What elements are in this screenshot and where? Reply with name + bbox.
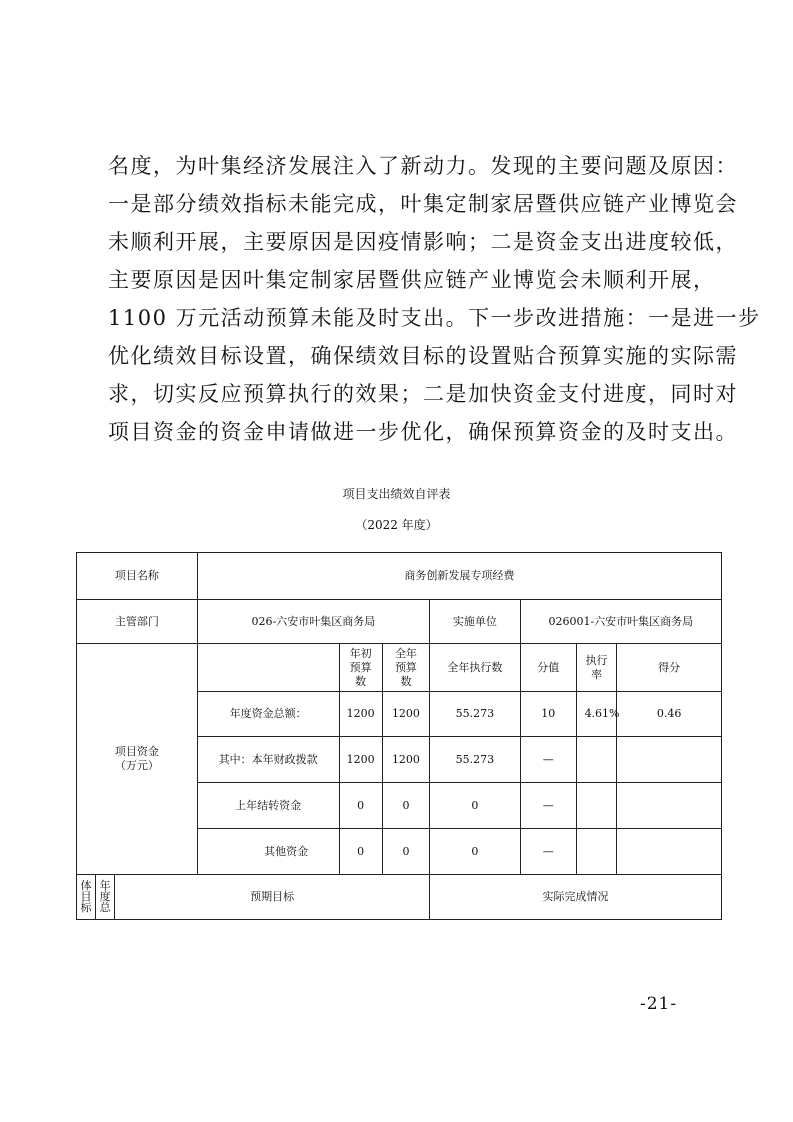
table-row bbox=[77, 600, 722, 644]
dept-value: 026-六安市叶集区商务局 bbox=[197, 600, 429, 644]
header-annual-exec: 全年执行数 bbox=[430, 644, 521, 692]
actual-completion-header: 实际完成情况 bbox=[430, 875, 722, 920]
performance-table bbox=[76, 552, 722, 920]
table-row bbox=[77, 553, 722, 600]
table-row: 其中：本年财政拨款 1200 1200 55.273 — bbox=[77, 737, 722, 783]
project-name-value: 商务创新发展专项经费 bbox=[197, 553, 721, 600]
dept-label: 主管部门 bbox=[77, 600, 198, 644]
paragraph-line: 未顺利开展，主要原因是因疫情影响；二是资金支出进度较低， bbox=[108, 230, 738, 254]
table-year: （2022 年度） bbox=[355, 518, 438, 532]
table-row: 年度资金总额： 1200 1200 55.273 10 4.61% 0.46 bbox=[77, 692, 722, 737]
table-row bbox=[77, 875, 722, 920]
goal-label-col2: 年度总 bbox=[96, 875, 115, 920]
paragraph-line: 项目资金的资金申请做进一步优化，确保预算资金的及时支出。 bbox=[108, 420, 738, 444]
table-title: 项目支出绩效自评表 bbox=[342, 487, 451, 501]
header-score-value: 分值 bbox=[520, 644, 576, 692]
table-row: 其他资金 0 0 0 — bbox=[77, 829, 722, 875]
exec-rate-value: 4.61% bbox=[576, 692, 616, 737]
row-label: 其他资金 bbox=[197, 829, 339, 875]
paragraph-line: 1100 万元活动预算未能及时支出。下一步改进措施：一是进一步 bbox=[108, 306, 761, 330]
paragraph-line: 优化绩效目标设置，确保绩效目标的设置贴合预算实施的实际需 bbox=[108, 344, 738, 368]
impl-value: 026001-六安市叶集区商务局 bbox=[520, 600, 721, 644]
row-label: 上年结转资金 bbox=[197, 783, 339, 829]
paragraph-line: 求，切实反应预算执行的效果；二是加快资金支付进度，同时对 bbox=[108, 382, 738, 406]
paragraph-line: 名度，为叶集经济发展注入了新动力。发现的主要问题及原因： bbox=[108, 154, 738, 178]
table-row: 上年结转资金 0 0 0 — bbox=[77, 783, 722, 829]
impl-label: 实施单位 bbox=[430, 600, 521, 644]
header-initial-budget: 年初预算数 bbox=[339, 644, 382, 692]
paragraph-line: 一是部分绩效指标未能完成，叶集定制家居暨供应链产业博览会 bbox=[108, 192, 738, 216]
header-exec-rate: 执行率 bbox=[576, 644, 616, 692]
funds-label: 项目资金 （万元） bbox=[77, 644, 198, 875]
table-row bbox=[77, 644, 722, 692]
header-score: 得分 bbox=[617, 644, 722, 692]
project-name-label: 项目名称 bbox=[77, 553, 198, 600]
row-label: 年度资金总额： bbox=[197, 692, 339, 737]
body-paragraph bbox=[108, 147, 761, 451]
header-annual-budget: 全年预算数 bbox=[382, 644, 429, 692]
page-number: -21- bbox=[640, 994, 678, 1014]
paragraph-line: 主要原因是因叶集定制家居暨供应链产业博览会未顺利开展， bbox=[108, 268, 716, 292]
row-label: 其中：本年财政拨款 bbox=[197, 737, 339, 783]
expected-goal-header: 预期目标 bbox=[115, 875, 430, 920]
goal-label-col1: 体目标 bbox=[77, 875, 96, 920]
